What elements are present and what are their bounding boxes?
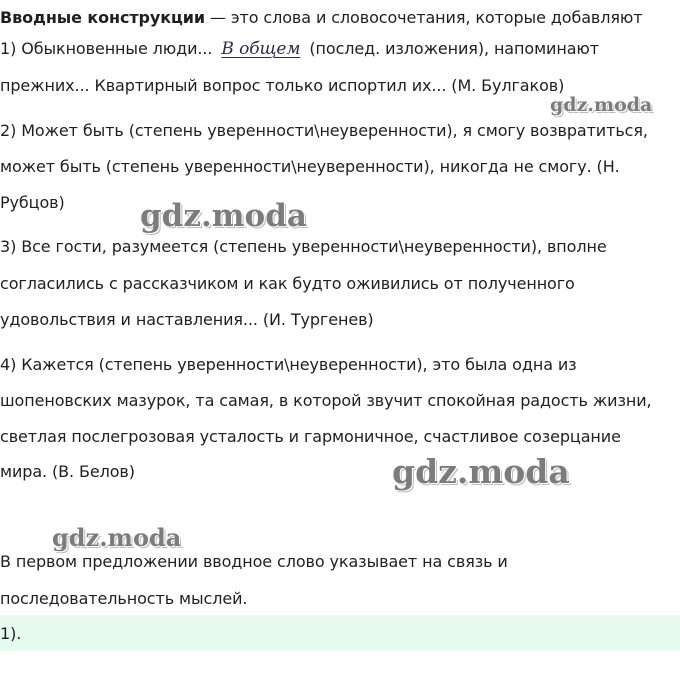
item-4-line-3: светлая послегрозовая усталость и гармоничное, счастливое созерцание (0, 427, 621, 446)
item-3-line-1: 3) Все гости, разумеется (степень уверенности\неуверенности), вполне (0, 237, 607, 256)
watermark-2: gdz.moda (140, 198, 307, 234)
item-3-line-3: удовольствия и наставления... (И. Тургенев) (0, 310, 374, 329)
conclusion-line-2: последовательность мыслей. (0, 589, 248, 608)
item-1-text-after: (послед. изложения), напоминают (309, 39, 599, 58)
term-heading: Вводные конструкции (0, 8, 205, 27)
watermark-4: gdz.moda (52, 523, 182, 552)
item-2-line-1: 2) Может быть (степень уверенности\неуверенности), я смогу возвратиться, (0, 121, 648, 140)
watermark-1: gdz.moda (550, 94, 653, 116)
answer-text: 1). (0, 624, 22, 643)
item-3-line-2: согласились с рассказчиком и как будто оживились от полученного (0, 274, 575, 293)
intro-text: — это слова и словосочетания, которые добавляют (204, 8, 643, 27)
watermark-3: gdz.moda (392, 452, 570, 491)
item-1-text-before: 1) Обыкновенные люди... (0, 39, 213, 58)
handwritten-answer: В общем (221, 39, 301, 59)
intro-line (0, 8, 643, 28)
item-1-line-2: прежних... Квартирный вопрос только испортил их... (М. Булгаков) (0, 76, 565, 95)
conclusion-line-1: В первом предложении вводное слово указывает на связь и (0, 552, 508, 571)
item-4-line-2: шопеновских мазурок, та самая, в которой звучит спокойная радость жизни, (0, 391, 652, 410)
answer-bar (0, 615, 680, 651)
item-4-line-1: 4) Кажется (степень уверенности\неуверенности), это была одна из (0, 355, 577, 374)
item-2-line-2: может быть (степень уверенности\неуверенности), никогда не смогу. (Н. (0, 157, 620, 176)
item-4-line-4: мира. (В. Белов) (0, 462, 135, 481)
item-2-line-3: Рубцов) (0, 193, 65, 212)
item-1-line-1 (0, 39, 599, 59)
